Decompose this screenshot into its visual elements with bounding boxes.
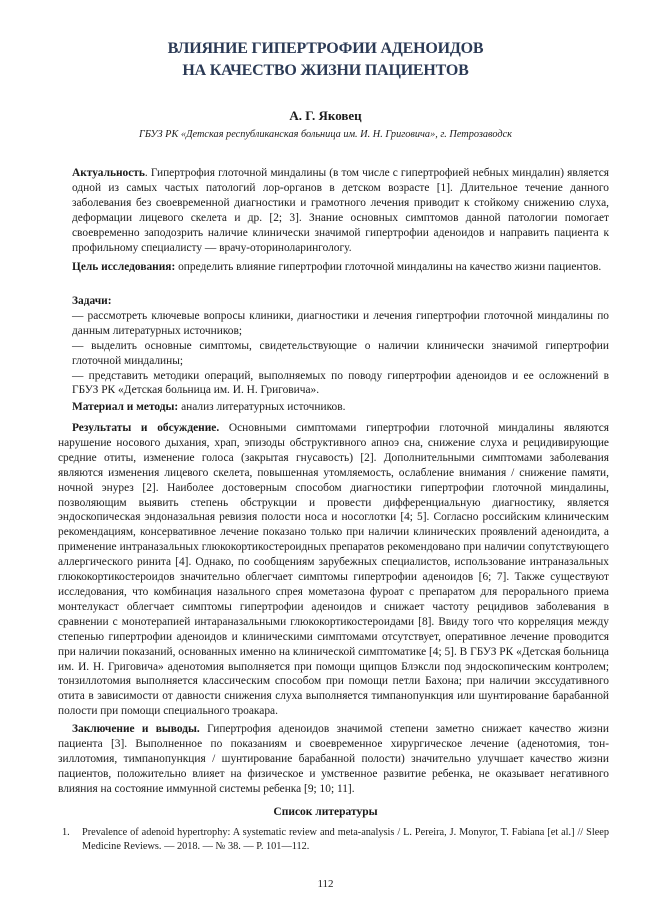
section-tasks <box>72 294 609 398</box>
goal-text: определить влияние гипертрофии глоточной миндалины на качество жизни пациентов. <box>175 261 602 273</box>
reference-item <box>62 826 609 854</box>
tasks-heading: Задачи: <box>72 295 112 307</box>
page-number: 112 <box>317 878 334 890</box>
section-conclusion <box>58 722 609 797</box>
methods-text: анализ литературных источников. <box>178 401 346 413</box>
relevance-text: . Гипертрофия глоточной миндалины (в том числе с гипертрофией небных миндалин) является одной из самых частых патологий лор-органов в детском возрасте [1]. Длительное течение данного заболевания без своевременной диагностики и грамотного лечения приводит к стойкому снижению слуха, деформации лицевого скелета и др. [2; 3]. Знание основных симптомов данной патологии помогает своевременно заподозрить наличие клинически значимой гипертрофии аденоидов и направить пациента к профильному специалисту — врачу-оториноларингологу. <box>72 167 609 254</box>
author-affiliation: ГБУЗ РК «Детская республиканская больница им. И. Н. Григовича», г. Петрозаводск <box>139 129 512 140</box>
title-line-1: ВЛИЯНИЕ ГИПЕРТРОФИИ АДЕНОИДОВ <box>167 40 484 57</box>
task-item: — рассмотреть ключевые вопросы клиники, диагностики и лечения гипертрофии глоточной миндалины по данным литературных источников; <box>72 309 609 337</box>
article-title <box>0 38 651 82</box>
task-item: — представить методики операций, выполняемых по поводу гипертрофии аденоидов и ее осложнений в ГБУЗ РК «Детская больница им. И. Н. Григовича». <box>72 369 609 397</box>
section-goal <box>72 260 609 275</box>
methods-heading: Материал и методы: <box>72 401 179 413</box>
title-line-2: НА КАЧЕСТВО ЖИЗНИ ПАЦИЕНТОВ <box>182 62 469 79</box>
task-item: — выделить основные симптомы, свидетельствующие о наличии клинически значимой гипертрофии глоточной миндалины; <box>72 339 609 367</box>
results-heading: Результаты и обсуждение. <box>72 422 220 434</box>
section-results <box>58 421 609 719</box>
section-methods <box>72 400 609 415</box>
reference-text: Prevalence of adenoid hypertrophy: A systematic review and meta-analysis / L. Pereira, J. Monyror, T. Fabiana [et al.] // Sleep Medicine Reviews. — 2018. — № 38. — P. 101—112. <box>82 827 609 852</box>
author-name: А. Г. Яковец <box>289 108 362 123</box>
reference-number: 1. <box>62 827 70 838</box>
references-heading: Список литературы <box>273 806 378 818</box>
section-relevance <box>72 166 609 255</box>
conclusion-heading: Заключение и выводы. <box>72 723 200 735</box>
conclusion-text: Гипертрофия аденоидов значимой степени заметно снижает качество жизни пациента [3]. Выполненное по показаниям и своевременное хирургическое лечение (аденотомия, тонзиллотомия, тимпанопункция / шунтирование барабанной полости) значительно улучшает качество жизни пациентов, положительно влияет на физическое и умственное развитие ребенка, не оказывает негативного влияния на состояние иммунной системы ребенка [9; 10; 11]. <box>58 723 609 795</box>
results-text: Основными симптомами гипертрофии глоточной миндалины являются нарушение носового дыхания, храп, эпизоды обструктивного апноэ сна, снижение слуха и рецидивирующие средние отиты, изменение голоса (закрытая гнусавость) [2]. Дополнительными симптомами заболевания являются изменения лицевого скелета, повышенная утомляемость, ослабление внимания / снижение памяти, ночной энурез [2]. Наиболее достоверным способом диагностики гипертрофии глоточной миндалины, позволяющим выявить степень обструкции и провести дифференциальную диагностику, является эндоскопическая эндоназальная ревизия полости носа и носоглотки [4; 5]. Согласно российским клиническим рекомендациям, консервативное лечение показано только при наличии клинических проявлений аденоидита, а применение интраназальных глюкокортикостероидных препаратов рекомендовано при наличии сопутствующего аллергического ринита [4]. Однако, по сообщениям зарубежных специалистов, использование интраназальных глюкокортикостероидов значительно облегчает симптомы гипертрофии аденоидов [6; 7]. Также существуют исследования, что комбинация назального спрея мометазона фуроат с препаратом для перорального приема монтелукаст облегчает симптомы гипертрофии аденоидов и снижает частоту рецидивов заболевания в сравнении с монотерапией интараназальными глюкокортикостероидами [8]. Ввиду того что корреляция между степенью гипертрофии аденоидов и клиническими симптомами отсутствует, оперативное лечение проводится при наличии показаний, основанных именно на клинической симптоматике [4; 5]. В ГБУЗ РК «Детская больница им. И. Н. Григовича» аденотомия выполняется при помощи щипцов Блэксли под эндоскопическим контролем; тонзиллотомия выполняется классическим способом при помощи петли Бахона; при наличии экссудативного отита в зависимости от давности снижения слуха выполняется тимпанопункция или шунтирование барабанной полости при помощи специального троакара. <box>58 422 610 718</box>
relevance-heading: Актуальность <box>72 167 145 179</box>
goal-heading: Цель исследования: <box>72 261 176 273</box>
